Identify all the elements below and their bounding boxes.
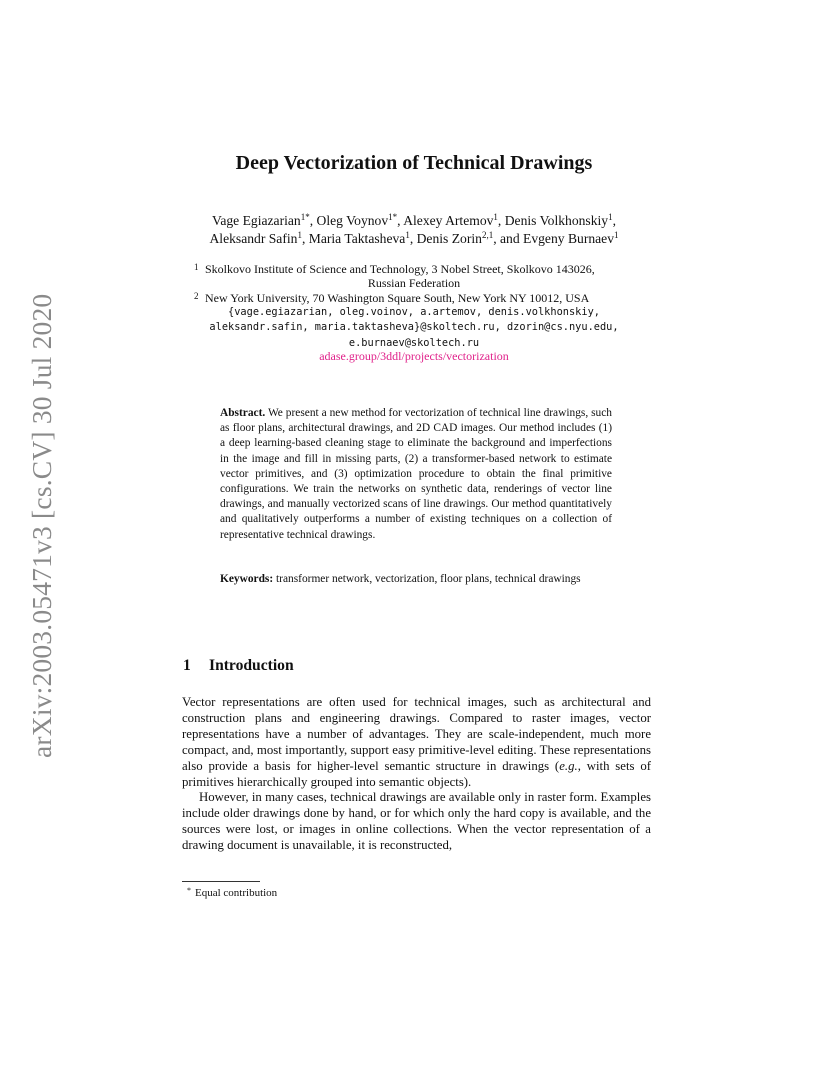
author-name: Aleksandr Safin [209, 231, 298, 246]
project-page-link[interactable]: adase.group/3ddl/projects/vectorization [319, 349, 509, 363]
paper-title: Deep Vectorization of Technical Drawings [235, 152, 593, 174]
keywords-text: transformer network, vectorization, floor plans, technical drawings [276, 573, 581, 585]
email-line: {vage.egiazarian, oleg.voinov, a.artemov, denis.volkhonskiy, [228, 306, 600, 318]
author-name: Denis Volkhonskiy [504, 213, 609, 228]
abstract [220, 406, 612, 543]
section-number: 1 [183, 657, 191, 674]
section-heading [183, 657, 294, 675]
author-affiliation-mark: 1* [388, 212, 398, 222]
paragraph: However, in many cases, technical drawings are available only in raster form. Examples include older drawings done by hand, or for which only the hard copy is available, and the sources were lost, or images in online collections. When the vector representation of a drawing document is unavailable, it is reconstructed, [182, 790, 651, 853]
author-emails [0, 305, 828, 351]
author-name: Vage Egiazarian [212, 213, 301, 228]
author-name: Oleg Voynov [316, 213, 389, 228]
paragraph-emphasis: e.g. [559, 758, 578, 773]
section-title: Introduction [209, 657, 294, 674]
arxiv-identifier: arXiv:2003.05471v3 [cs.CV] 30 Jul 2020 [26, 293, 57, 758]
author-line-1: Vage Egiazarian$^{1*}$, Oleg Voynov$^{1*}$, Alexey Artemov$^1$, Denis Volkhonskiy$^1$, [212, 212, 616, 228]
author-affiliation-mark: 1 [405, 230, 410, 240]
affiliation-line: Skolkovo Institute of Science and Technology, 3 Nobel Street, Skolkovo 143026, [205, 262, 595, 276]
affiliation-line: New York University, 70 Washington Square South, New York NY 10012, USA [205, 291, 590, 305]
author-list [0, 212, 828, 248]
footnote-text: Equal contribution [195, 887, 278, 899]
abstract-label: Abstract. [220, 407, 266, 419]
email-line: aleksandr.safin, maria.taktasheva}@skoltech.ru, dzorin@cs.nyu.edu, [209, 321, 619, 334]
author-affiliation-mark: 1 [297, 230, 302, 240]
paragraph-text: Vector representations are often used for technical images, such as architectural and construction plans and engineering drawings. Compared to raster images, vector representations have a number of advantages. They are scale-independent, much more compact, and, most importantly, support easy primitive-level editing. These representations also provide a basis for higher-level semantic structure in drawings ( [182, 695, 651, 773]
affiliation-mark: 2 [194, 291, 199, 301]
introduction-body [182, 695, 651, 854]
paragraph-text: , with sets of primitives hierarchically grouped into semantic objects). [182, 758, 651, 789]
author-name: Evgeny Burnaev [523, 231, 615, 246]
author-name: Alexey Artemov [403, 213, 494, 228]
author-affiliation-mark: 2,1 [481, 230, 494, 240]
footnote-mark: * [187, 886, 191, 895]
author-name: Denis Zorin [416, 231, 482, 246]
paragraph [182, 695, 651, 790]
affiliation-mark: 1 [194, 262, 199, 272]
footnote-rule [182, 881, 260, 882]
affiliation-line: Russian Federation [367, 276, 461, 290]
author-affiliation-mark: 1 [614, 230, 619, 240]
author-affiliation-mark: 1 [608, 212, 613, 222]
author-affiliation-mark: 1 [493, 212, 498, 222]
footnote [187, 886, 277, 899]
email-line: e.burnaev@skoltech.ru [348, 336, 480, 349]
author-affiliation-mark: 1* [300, 212, 310, 222]
author-line-2: Aleksandr Safin$^1$, Maria Taktasheva$^1$, Denis Zorin$^{2,1}$, and Evgeny Burnaev$^1$ [209, 230, 619, 246]
author-conjunction: and [499, 231, 520, 246]
author-name: Maria Taktasheva [308, 231, 406, 246]
keywords [220, 572, 612, 587]
keywords-label: Keywords: [220, 573, 274, 585]
abstract-text: We present a new method for vectorization of technical line drawings, such as floor plans, architectural drawings, and 2D CAD images. Our method includes (1) a deep learning-based cleaning stage to eliminate the background and imperfections in the image and fill in missing parts, (2) a transformer-based network to estimate vector primitives, and (3) optimization procedure to obtain the final primitive configurations. We train the networks on synthetic data, renderings of vector line drawings, and manually vectorized scans of line drawings. Our method quantitatively and qualitatively outperforms a number of existing techniques on a collection of representative technical drawings. [220, 407, 612, 541]
